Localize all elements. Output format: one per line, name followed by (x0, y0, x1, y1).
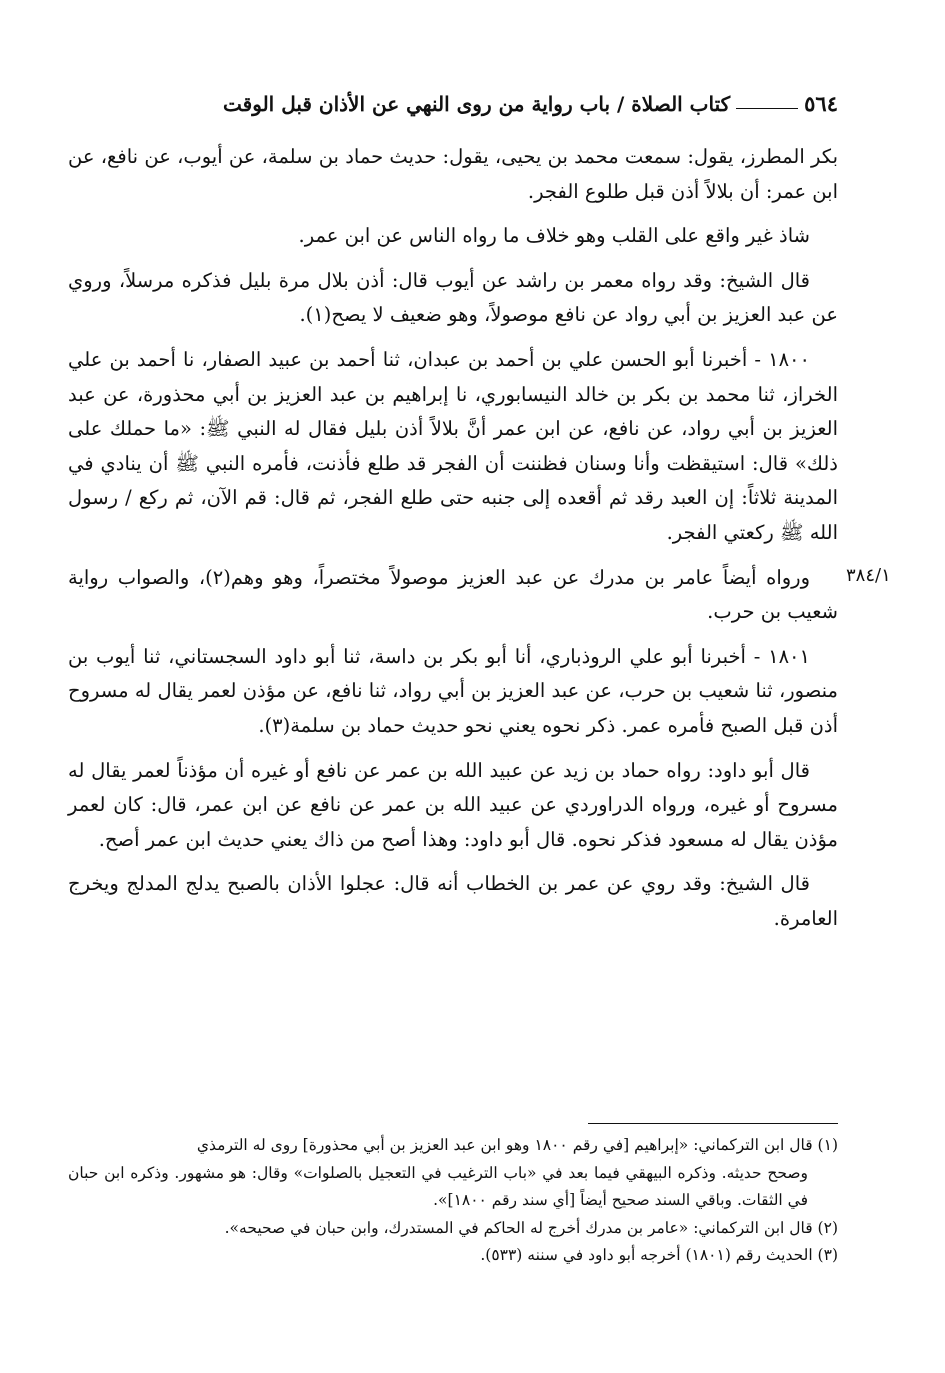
footnote-3 (68, 1242, 838, 1270)
main-text (68, 140, 838, 946)
paragraph: ورواه أيضاً عامر بن مدرك عن عبد العزيز موصولاً مختصراً، وهو وهم(٢)، والصواب رواية شعيب بن حرب. (68, 565, 838, 624)
margin-reference: ٣٨٤/١ (846, 565, 891, 586)
hadith-1801: ١٨٠١ - أخبرنا أبو علي الروذباري، أنا أبو بكر بن داسة، ثنا أبو داود السجستاني، ثنا أيوب بن منصور، ثنا شعيب بن حرب، عن عبد العزيز بن أبي رواد، ثنا نافع، عن مؤذن لعمر يقال له مسروح أذن قبل الصبح فأمره عمر. ذكر نحوه يعني نحو حديث حماد بن سلمة(٣). (68, 644, 838, 737)
paragraph: قال الشيخ: وقد رواه معمر بن راشد عن أيوب قال: أذن بلال مرة بليل فذكره مرسلاً، وروي عن عبد العزيز بن أبي رواد عن نافع موصولاً، وهو ضعيف لا يصح(١). (68, 268, 838, 327)
footnote-continuation: وصحح حديثه. وذكره البيهقي فيما بعد في «باب الترغيب في التعجيل بالصلوات» وقال: هو مشهور. وذكره ابن حبان في الثقات. وباقي السند صحيح أيضاً [أي سند رقم ١٨٠٠]». (68, 1163, 808, 1209)
footnote-2 (68, 1215, 838, 1243)
running-title: كتاب الصلاة / باب رواية من روى النهي عن الأذان قبل الوقت (223, 92, 731, 116)
footnotes (68, 1132, 838, 1270)
running-header (68, 82, 838, 116)
paragraph: بكر المطرز، يقول: سمعت محمد بن يحيى، يقول: حديث حماد بن سلمة، عن أيوب، عن نافع، عن ابن عمر: أن بلالاً أذن قبل طلوع الفجر. (68, 145, 838, 203)
footnote-text: (٢) قال ابن التركماني: «عامر بن مدرك أخرج له الحاكم في المستدرك، وابن حبان في صحيحه». (224, 1218, 838, 1237)
header-rule (736, 108, 798, 109)
paragraph: قال الشيخ: وقد روي عن عمر بن الخطاب أنه قال: عجلوا الأذان بالصبح يدلج المدلج ويخرج العامرة. (68, 872, 838, 930)
paragraph: شاذ غير واقع على القلب وهو خلاف ما رواه الناس عن ابن عمر. (298, 224, 810, 248)
footnote-text: (٣) الحديث رقم (١٨٠١) أخرجه أبو داود في سننه (٥٣٣). (480, 1246, 838, 1264)
footnote-text: (١) قال ابن التركماني: «إبراهيم [في رقم ١٨٠٠ وهو ابن عبد العزيز بن أبي محذورة] روى له الترمذي (196, 1136, 838, 1154)
footnote-1 (68, 1132, 838, 1215)
paragraph: قال أبو داود: رواه حماد بن زيد عن عبيد الله بن عمر عن نافع أو غيره أن مؤذناً لعمر يقال له مسروح أو غيره، ورواه الدراوردي عن عبيد الله بن عمر عن نافع عن ابن عمر، قال: كان لعمر مؤذن يقال له مسعود فذكر نحوه. قال أبو داود: وهذا أصح من ذاك يعني حديث ابن عمر أصح. (68, 758, 838, 851)
hadith-1800: ١٨٠٠ - أخبرنا أبو الحسن علي بن أحمد بن عبدان، ثنا أحمد بن عبيد الصفار، نا أحمد بن علي الخراز، ثنا محمد بن بكر بن خالد النيسابوري، نا إبراهيم بن عبد العزيز بن أبي محذورة، عن عبد العزيز بن أبي رواد، عن نافع، عن ابن عمر أنَّ بلالاً أذن بليل فقال له النبي ﷺ: «ما حملك على ذلك» قال: استيقظت وأنا وسنان فظننت أن الفجر قد طلع فأذنت، فأمره النبي ﷺ أن ينادي في المدينة ثلاثاً: إن العبد رقد ثم أقعده إلى جنبه حتى طلع الفجر، ثم قال: قم الآن، ثم ركع / رسول الله ﷺ ركعتي الفجر. (68, 347, 838, 544)
page-number: ٥٦٤ (804, 91, 838, 116)
footnote-separator (588, 1123, 838, 1124)
